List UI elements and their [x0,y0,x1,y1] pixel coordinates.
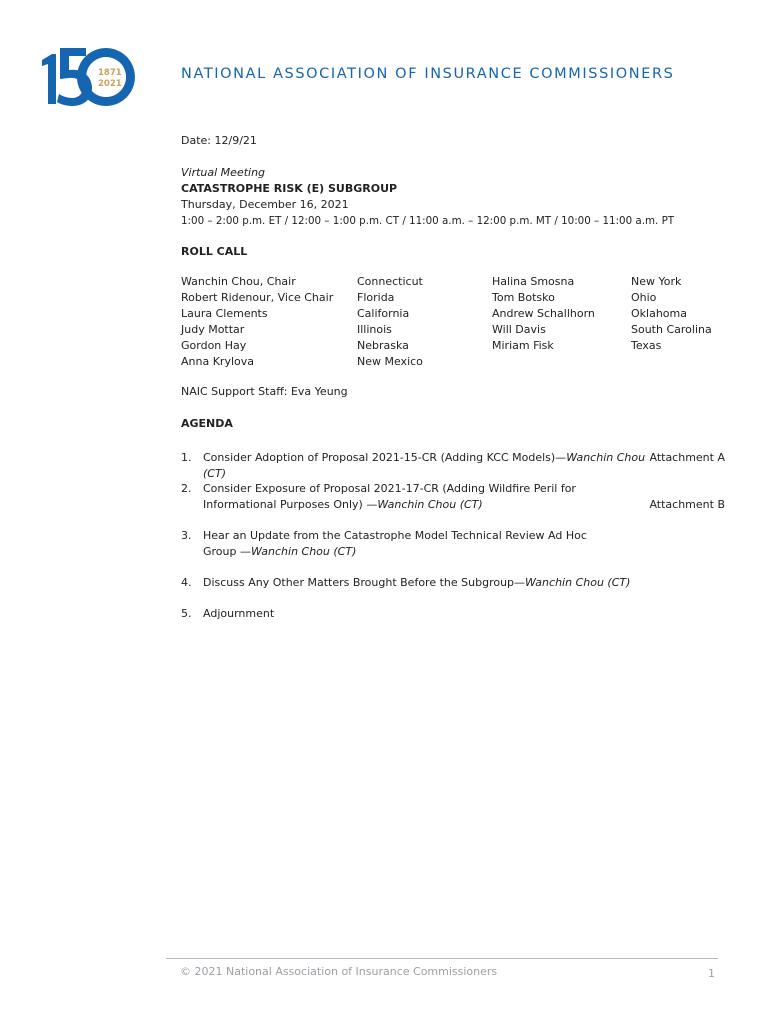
roll-call-member: Anna Krylova [181,355,254,368]
agenda-item-presenter: Wanchin Chou (CT) [251,545,357,558]
roll-call-state: Illinois [357,323,392,336]
meeting-title: CATASTROPHE RISK (E) SUBGROUP [181,182,398,195]
roll-call-heading: ROLL CALL [181,245,248,258]
roll-call-state: Ohio [631,291,657,304]
agenda-item-text [203,606,643,622]
meeting-type: Virtual Meeting [181,166,266,179]
roll-call-member: Judy Mottar [181,323,245,336]
roll-call-member: Andrew Schallhorn [492,307,595,320]
logo-year-end: 2021 [98,79,122,89]
agenda-item-title: Consider Exposure of Proposal 2021-17-CR (Adding Wildfire Peril for Informational Purposes Only) — [203,482,576,511]
agenda-item-presenter: Wanchin Chou (CT) [525,576,631,589]
agenda-item-number: 4. [181,576,192,589]
org-name: NATIONAL ASSOCIATION OF INSURANCE COMMISSIONERS [181,66,675,82]
roll-call-names-col2 [492,275,595,355]
support-staff: NAIC Support Staff: Eva Yeung [181,385,348,398]
agenda-item-attachment: Attachment B [649,498,725,511]
meeting-date: Date: 12/9/21 [181,134,257,147]
agenda-item-title: Consider Adoption of Proposal 2021-15-CR (Adding KCC Models)— [203,451,567,464]
roll-call-member: Tom Botsko [492,291,555,304]
agenda-item-number: 1. [181,451,192,464]
roll-call-member: Will Davis [492,323,546,336]
agenda-item-title: Hear an Update from the Catastrophe Model Technical Review Ad Hoc Group — [203,529,587,558]
roll-call-member: Miriam Fisk [492,339,554,352]
roll-call-state: Texas [631,339,662,352]
roll-call-state: Oklahoma [631,307,687,320]
roll-call-states-col2 [631,275,712,355]
meeting-day: Thursday, December 16, 2021 [181,198,349,211]
agenda-item-title: Adjournment [203,607,275,620]
roll-call-member: Wanchin Chou, Chair [181,275,296,288]
agenda-item-text [203,450,663,482]
roll-call-member: Halina Smosna [492,275,575,288]
agenda-item-number: 5. [181,607,192,620]
roll-call-member: Robert Ridenour, Vice Chair [181,291,334,304]
roll-call-member: Gordon Hay [181,339,247,352]
roll-call-names-col1 [181,275,333,371]
agenda-item-text [203,481,633,513]
page-number: 1 [708,967,715,980]
agenda-item-number: 3. [181,529,192,542]
roll-call-state: South Carolina [631,323,712,336]
roll-call-state: Connecticut [357,275,423,288]
agenda-item-text [203,575,703,591]
footer-copyright: © 2021 National Association of Insurance Commissioners [180,965,498,978]
meeting-times: 1:00 – 2:00 p.m. ET / 12:00 – 1:00 p.m. CT / 11:00 a.m. – 12:00 p.m. MT / 10:00 – 11:00 a.m. PT [181,215,675,227]
logo-digit-one [42,54,56,104]
agenda-item-attachment: Attachment A [649,451,725,464]
roll-call-state: New Mexico [357,355,423,368]
agenda-item-title: Discuss Any Other Matters Brought Before the Subgroup— [203,576,526,589]
agenda-item-presenter: Wanchin Chou (CT) [203,451,646,480]
roll-call-state: California [357,307,410,320]
roll-call-state: Florida [357,291,395,304]
roll-call-state: New York [631,275,682,288]
roll-call-states-col1 [357,275,423,371]
agenda-item-presenter: Wanchin Chou (CT) [377,498,483,511]
footer-divider [166,958,718,959]
roll-call-member: Laura Clements [181,307,268,320]
agenda-item-text [203,528,608,560]
roll-call-state: Nebraska [357,339,409,352]
naic-150-logo [42,44,137,106]
agenda-heading: AGENDA [181,417,233,430]
agenda-item-number: 2. [181,482,192,495]
logo-year-start: 1871 [98,68,122,78]
